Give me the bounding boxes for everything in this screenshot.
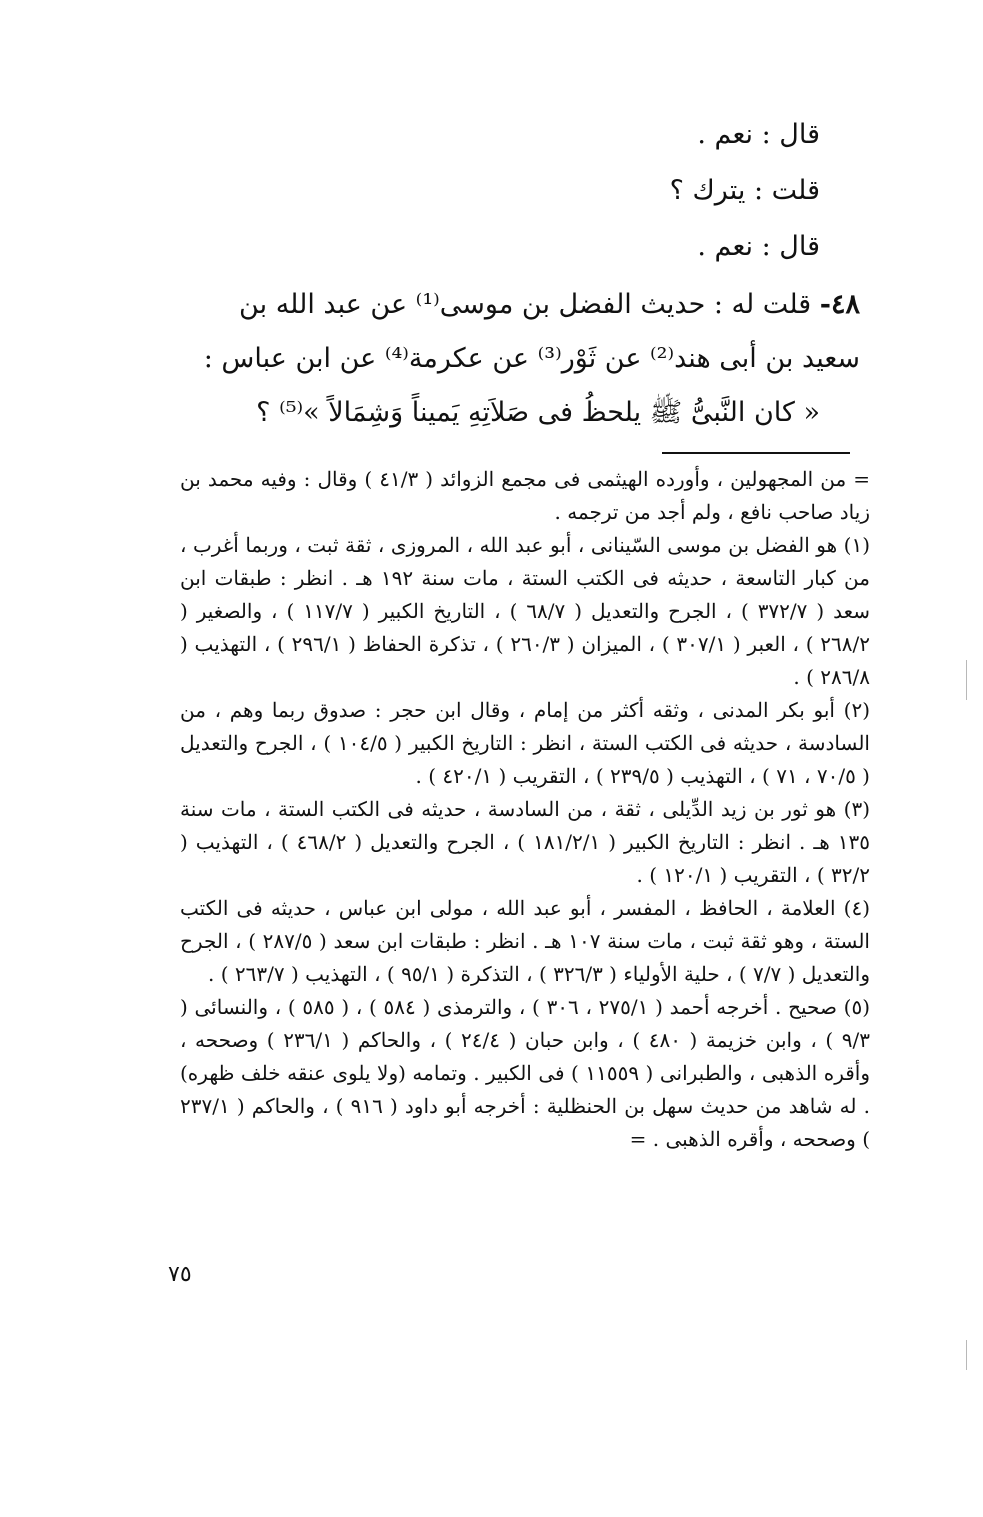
footnote-divider: [662, 452, 850, 454]
footnote-4: (٤) العلامة ، الحافظ ، المفسر ، أبو عبد الله ، مولى ابن عباس ، حديثه فى الكتب الستة ، وهو ثقة ثبت ، مات سنة ١٠٧ هـ . انظر : طبقات ابن سعد ( ٢٨٧/٥ ) ، الجرح والتعديل ( ٧/٧ ) ، حلية الأولياء ( ٣٢٦/٣ ) ، التذكرة ( ٩٥/١ ) ، التهذيب ( ٢٦٣/٧ ) .: [180, 896, 870, 986]
page-number: ٧٥: [168, 1262, 192, 1287]
hadith-number: ٤٨-: [819, 289, 860, 320]
hadith-paragraph: [180, 278, 860, 440]
hadith-line: سعيد بن أبى هند⁽²⁾ عن ثَوْر⁽³⁾ عن عكرمة⁽⁴⁾ عن ابن عباس :: [203, 343, 860, 374]
scan-artifact: [966, 660, 967, 700]
hadith-first-line: [180, 278, 860, 332]
main-text: [180, 108, 860, 440]
dialogue-line: قال : نعم .: [697, 231, 820, 262]
hadith-quote: « كان النَّبىُّ ﷺ يلحظُ فى صَلاَتِهِ يَميناً وَشِمَالاً »⁽⁵⁾ ؟: [256, 397, 820, 428]
hadith-line: قلت له : حديث الفضل بن موسى⁽¹⁾ عن عبد الله بن: [239, 289, 812, 320]
footnote-1: (١) هو الفضل بن موسى السّينانى ، أبو عبد الله ، المروزى ، ثقة ثبت ، وربما أغرب ، من كبار التاسعة ، حديثه فى الكتب الستة ، مات سنة ١٩٢ هـ . انظر : طبقات ابن سعد ( ٣٧٢/٧ ) ، الجرح والتعديل ( ٦٨/٧ ) ، التاريخ الكبير ( ١١٧/٧ ) ، والصغير ( ٢٦٨/٢ ) ، العبر ( ٣٠٧/١ ) ، الميزان ( ٢٦٠/٣ ) ، تذكرة الحفاظ ( ٢٩٦/١ ) ، التهذيب ( ٢٨٦/٨ ) .: [180, 533, 871, 689]
dialogue-line: قلت : يترك ؟: [669, 175, 820, 206]
footnote-2: (٢) أبو بكر المدنى ، وثقه أكثر من إمام ، وقال ابن حجر : صدوق ربما وهم ، من السادسة ، حديثه فى الكتب الستة ، انظر : التاريخ الكبير ( ١٠٤/٥ ) ، الجرح والتعديل ( ٧٠/٥ ، ٧١ ) ، التهذيب ( ٢٣٩/٥ ) ، التقريب ( ٤٢٠/١ ) .: [180, 698, 870, 788]
footnote-5: (٥) صحيح . أخرجه أحمد ( ٢٧٥/١ ، ٣٠٦ ) ، والترمذى ( ٥٨٤ ) ، ( ٥٨٥ ) ، والنسائى ( ٩/٣ ) ، وابن خزيمة ( ٤٨٠ ) ، وابن حبان ( ٢٤/٤ ) ، والحاكم ( ٢٣٦/١ ) وصححه ، وأقره الذهبى ، والطبرانى ( ١١٥٥٩ ) فى الكبير . وتمامه (ولا يلوى عنقه خلف ظهره) . له شاهد من حديث سهل بن الحنظلية : أخرجه أبو داود ( ٩١٦ ) ، والحاكم ( ٢٣٧/١ ) وصححه ، وأقره الذهبى . =: [180, 995, 871, 1151]
dialogue-line: قال : نعم .: [697, 119, 820, 150]
footnote-3: (٣) هو ثور بن زيد الدِّيلى ، ثقة ، من السادسة ، حديثه فى الكتب الستة ، مات سنة ١٣٥ هـ . انظر : التاريخ الكبير ( ١٨١/٢/١ ) ، الجرح والتعديل ( ٤٦٨/٢ ) ، التهذيب ( ٣٢/٢ ) ، التقريب ( ١٢٠/١ ) .: [180, 797, 870, 887]
footnote-continuation: = من المجهولين ، وأورده الهيثمى فى مجمع الزوائد ( ٤١/٣ ) وقال : وفيه محمد بن زياد صاحب نافع ، ولم أجد من ترجمه .: [180, 467, 870, 524]
scan-artifact: [966, 1340, 967, 1370]
footnotes: [180, 463, 870, 1156]
